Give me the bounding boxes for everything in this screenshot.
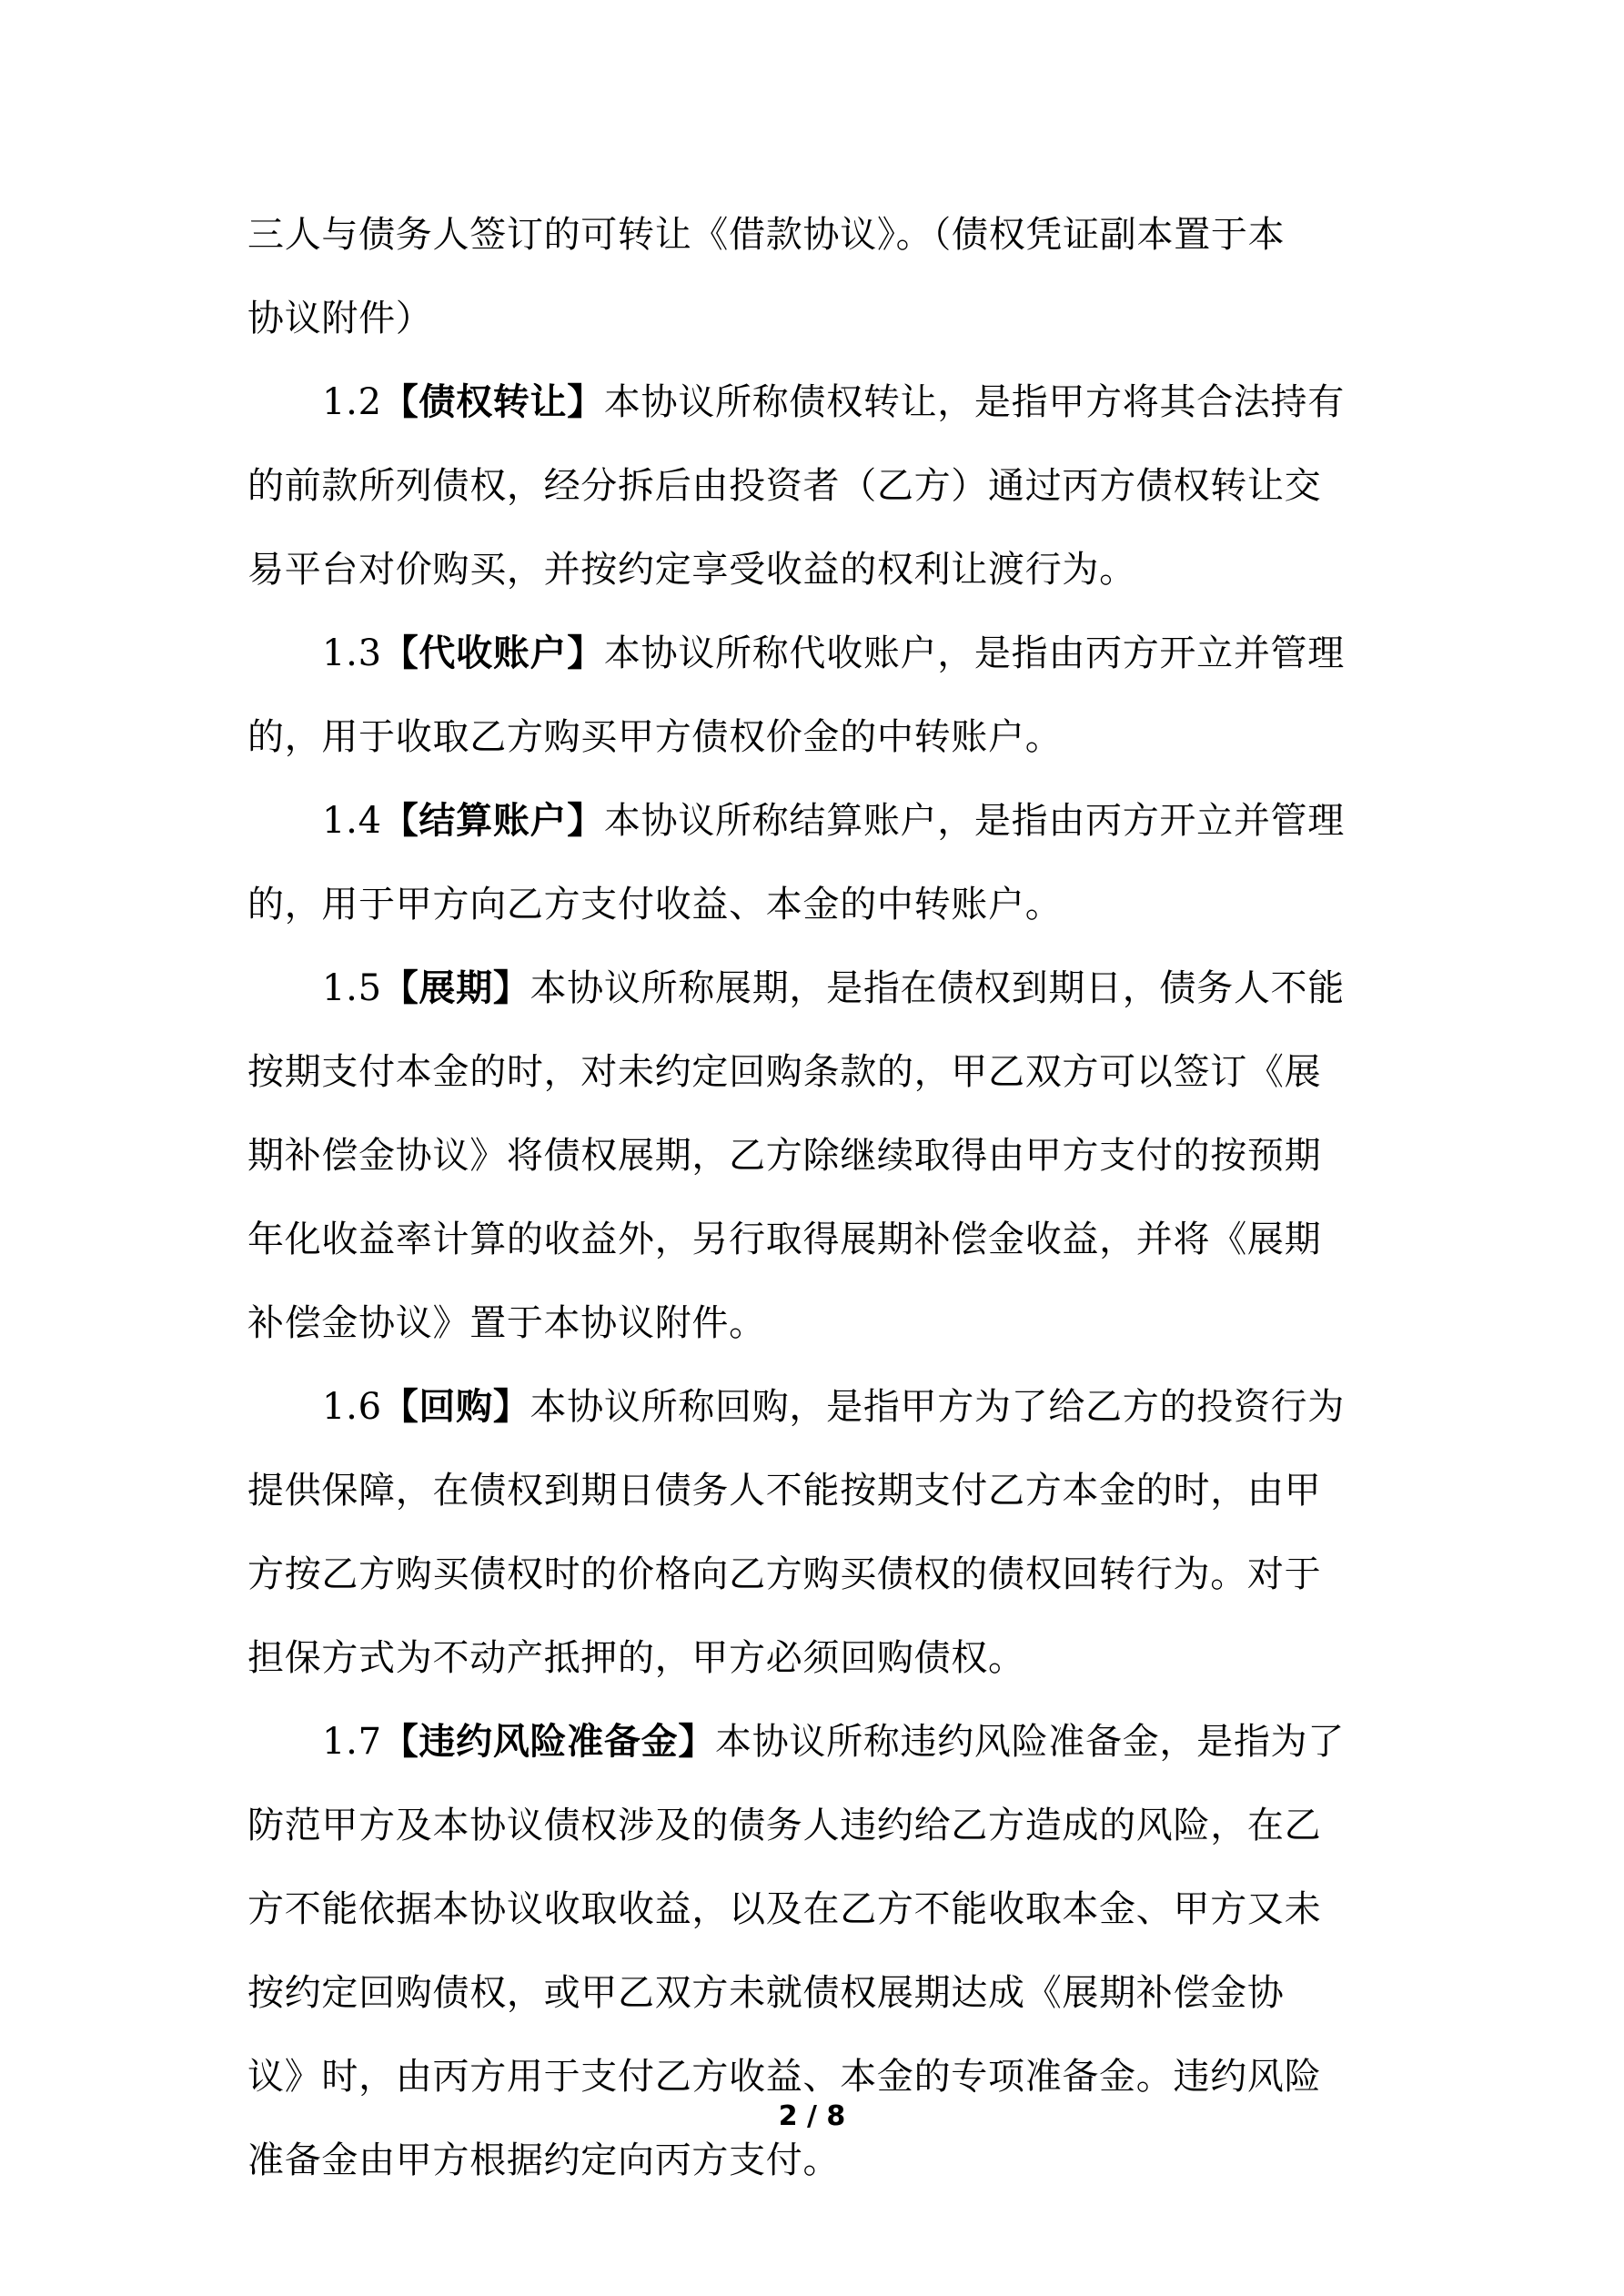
paragraph-line: 防范甲方及本协议债权涉及的债务人违约给乙方造成的风险，在乙: [247, 1805, 1322, 1846]
clause-title: 【结算账户】: [381, 799, 604, 842]
clause-number: 1.6: [322, 1386, 382, 1428]
paragraph-line: 期补偿金协议》将债权展期，乙方除继续取得由甲方支付的按预期: [247, 1135, 1322, 1177]
paragraph-line: 年化收益率计算的收益外，另行取得展期补偿金收益，并将《展期: [247, 1219, 1322, 1260]
paragraph-line: 准备金由甲方根据约定向丙方支付。: [247, 2139, 841, 2181]
page-number: 2 / 8: [778, 2100, 846, 2132]
clause-number: 1.7: [322, 1721, 382, 1763]
paragraph-line: 的，用于甲方向乙方支付收益、本金的中转账户。: [247, 884, 1063, 925]
clause-text: 本协议所称回购，是指甲方为了给乙方的投资行为: [530, 1386, 1345, 1428]
clause-text: 本协议所称展期，是指在债权到期日，债务人不能: [530, 967, 1345, 1009]
clause-title: 【回购】: [381, 1385, 530, 1428]
body-text: [247, 193, 1389, 2202]
clause-text: 本协议所称代收账户，是指由丙方开立并管理: [603, 632, 1345, 674]
clause-title: 【债权转让】: [381, 380, 604, 423]
paragraph-line: 方不能依据本协议收取收益，以及在乙方不能收取本金、甲方又未: [247, 1888, 1322, 1930]
clause-number: 1.2: [322, 381, 382, 423]
clause-text: 本协议所称违约风险准备金，是指为了: [715, 1721, 1345, 1763]
clause-text: 本协议所称结算账户，是指由丙方开立并管理: [603, 800, 1345, 842]
paragraph-line: 担保方式为不动产抵押的，甲方必须回购债权。: [247, 1637, 1025, 1679]
clause-title: 【代收账户】: [381, 632, 604, 674]
clause-1-4-heading-line: [247, 779, 1389, 863]
clause-1-5-heading-line: [247, 946, 1389, 1030]
paragraph-line: 按期支付本金的时，对未约定回购条款的，甲乙双方可以签订《展: [247, 1051, 1322, 1093]
clause-1-2-heading-line: [247, 360, 1389, 444]
paragraph-line: 方按乙方购买债权时的价格向乙方购买债权的债权回转行为。对于: [247, 1553, 1322, 1595]
clause-title: 【展期】: [381, 966, 530, 1009]
clause-1-7-heading-line: [247, 1700, 1389, 1784]
clause-number: 1.3: [322, 632, 382, 674]
paragraph-line: 易平台对价购买，并按约定享受收益的权利让渡行为。: [247, 549, 1136, 591]
paragraph-line: 议》时，由丙方用于支付乙方收益、本金的专项准备金。违约风险: [247, 2056, 1322, 2098]
paragraph-line: 补偿金协议》置于本协议附件。: [247, 1302, 766, 1344]
paragraph-line: 三人与债务人签订的可转让《借款协议》。（债权凭证副本置于本: [247, 214, 1286, 256]
clause-title: 【违约风险准备金】: [381, 1720, 716, 1763]
clause-number: 1.4: [322, 800, 382, 842]
paragraph-line: 的，用于收取乙方购买甲方债权价金的中转账户。: [247, 716, 1063, 758]
paragraph-line: 协议附件）: [247, 298, 433, 339]
clause-text: 本协议所称债权转让，是指甲方将其合法持有: [603, 381, 1345, 423]
clause-1-3-heading-line: [247, 612, 1389, 695]
clause-number: 1.5: [322, 967, 382, 1009]
paragraph-line: 的前款所列债权，经分拆后由投资者（乙方）通过丙方债权转让交: [247, 465, 1322, 507]
paragraph-line: 按约定回购债权，或甲乙双方未就债权展期达成《展期补偿金协: [247, 1972, 1285, 2014]
paragraph-line: 提供保障，在债权到期日债务人不能按期支付乙方本金的时，由甲: [247, 1470, 1322, 1512]
clause-1-6-heading-line: [247, 1365, 1389, 1449]
